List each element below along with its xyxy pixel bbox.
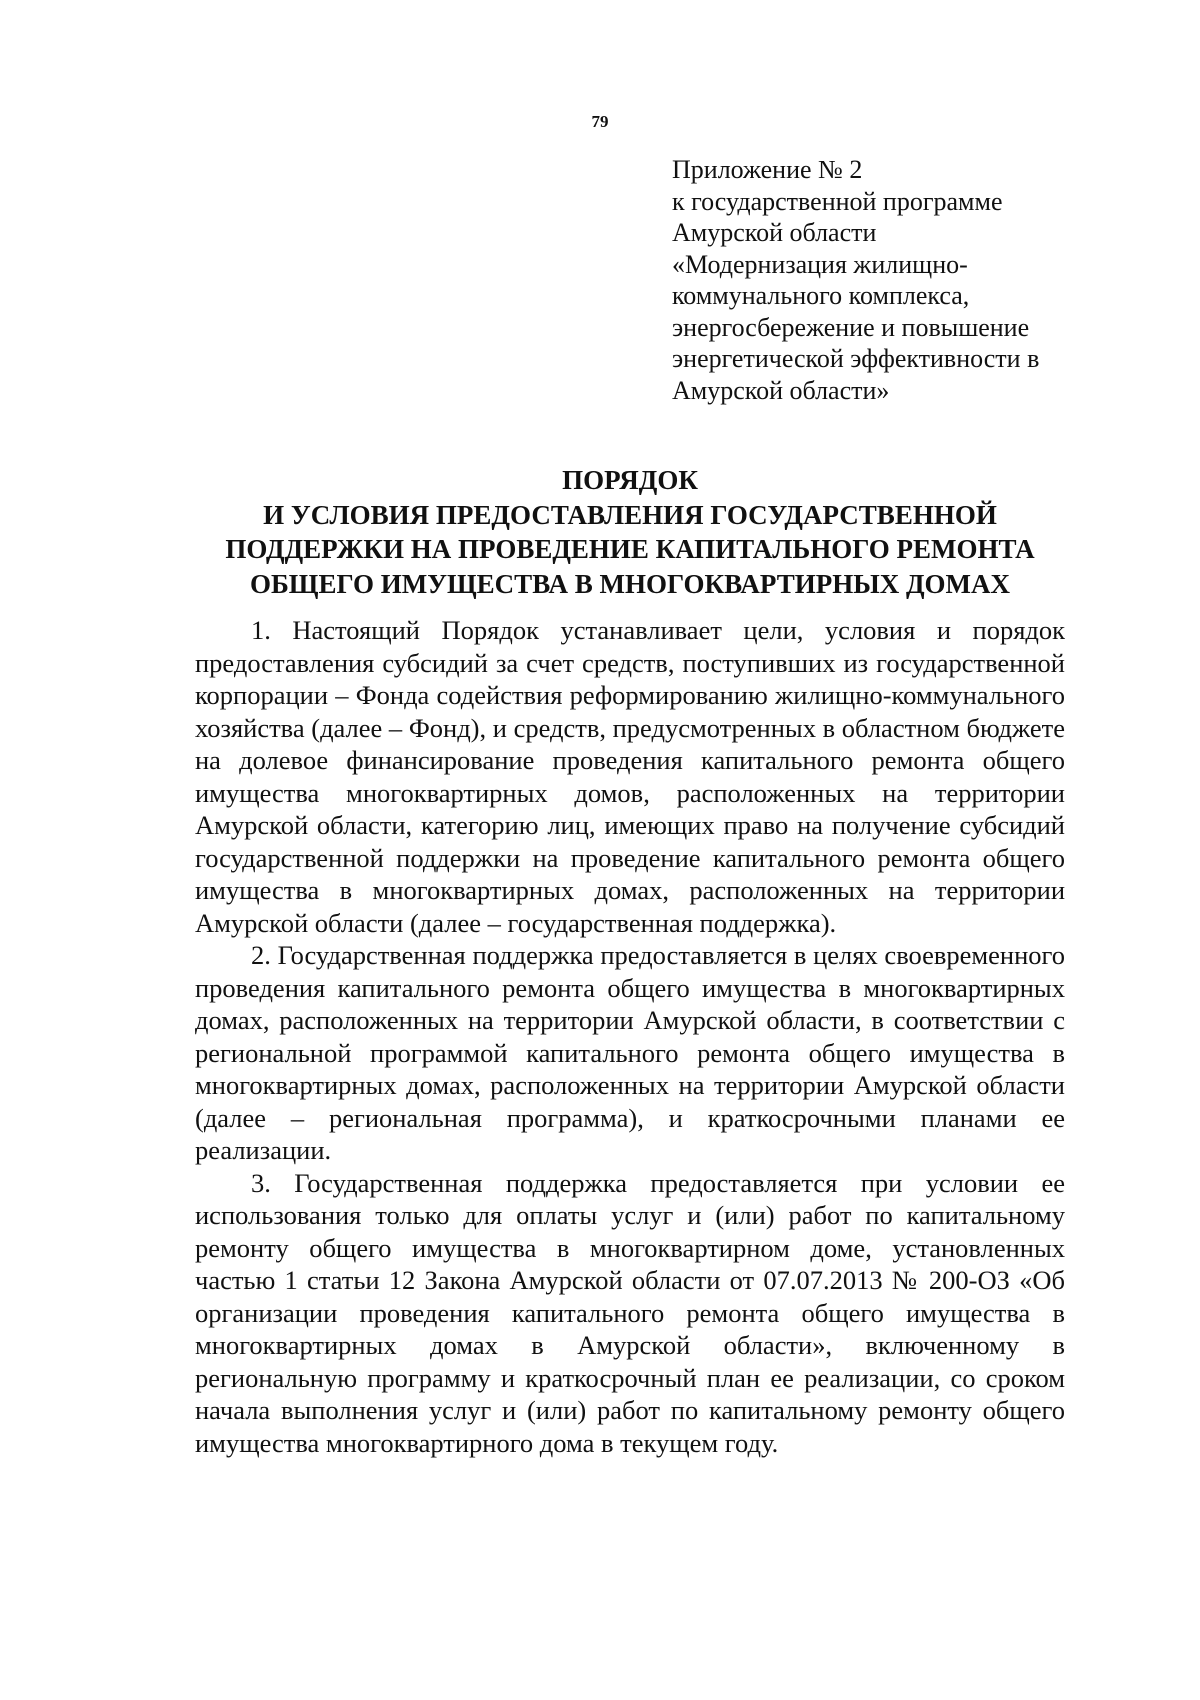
appendix-header [672, 154, 1132, 406]
paragraph-2: 2. Государственная поддержка предоставляется в целях своевременного проведения капитального ремонта общего имущества в многоквартирных домах, расположенных на территории Амурской области, в соответствии с региональной программой капитального ремонта общего имущества в многоквартирных домах, расположенных на территории Амурской области (далее – региональная программа), и краткосрочными планами ее реализации. [195, 940, 1065, 1165]
appendix-line: энергосбережение и повышение [672, 312, 1030, 342]
document-title [190, 463, 1070, 601]
title-line: ОБЩЕГО ИМУЩЕСТВА В МНОГОКВАРТИРНЫХ ДОМАХ [249, 568, 1011, 599]
appendix-line: к государственной программе [672, 186, 1003, 216]
document-body [195, 614, 1065, 1459]
title-line: ПОДДЕРЖКИ НА ПРОВЕДЕНИЕ КАПИТАЛЬНОГО РЕМОНТА [225, 534, 1035, 564]
appendix-line: «Модернизация жилищно- [672, 249, 968, 279]
appendix-line: энергетической эффективности в [672, 344, 1040, 373]
title-line: И УСЛОВИЯ ПРЕДОСТАВЛЕНИЯ ГОСУДАРСТВЕННОЙ [263, 499, 997, 530]
appendix-line: коммунального комплекса, [672, 281, 970, 310]
title-line: ПОРЯДОК [562, 465, 698, 495]
appendix-line: Приложение № 2 [672, 155, 863, 184]
appendix-line: Амурской области» [672, 375, 890, 405]
appendix-line: Амурской области [672, 218, 877, 247]
paragraph-3: 3. Государственная поддержка предоставляется при условии ее использования только для оплаты услуг и (или) работ по капитальному ремонту общего имущества в многоквартирном доме, установленных частью 1 статьи 12 Закона Амурской области от 07.07.2013 № 200-ОЗ «Об организации проведения капитального ремонта общего имущества в многоквартирных домах в Амурской области», включенному в региональную программу и краткосрочный план ее реализации, со сроком начала выполнения услуг и (или) работ по капитальному ремонту общего имущества многоквартирного дома в текущем году. [195, 1167, 1065, 1458]
paragraph-1: 1. Настоящий Порядок устанавливает цели, условия и порядок предоставления субсидий за счет средств, поступивших из государственной корпорации – Фонда содействия реформированию жилищно-коммунального хозяйства (далее – Фонд), и средств, предусмотренных в областном бюджете на долевое финансирование проведения капитального ремонта общего имущества многоквартирных домов, расположенных на территории Амурской области, категорию лиц, имеющих право на получение субсидий государственной поддержки на проведение капитального ремонта общего имущества в многоквартирных домах, расположенных на территории Амурской области (далее – государственная поддержка). [195, 615, 1065, 938]
page-number: 79 [591, 112, 609, 131]
